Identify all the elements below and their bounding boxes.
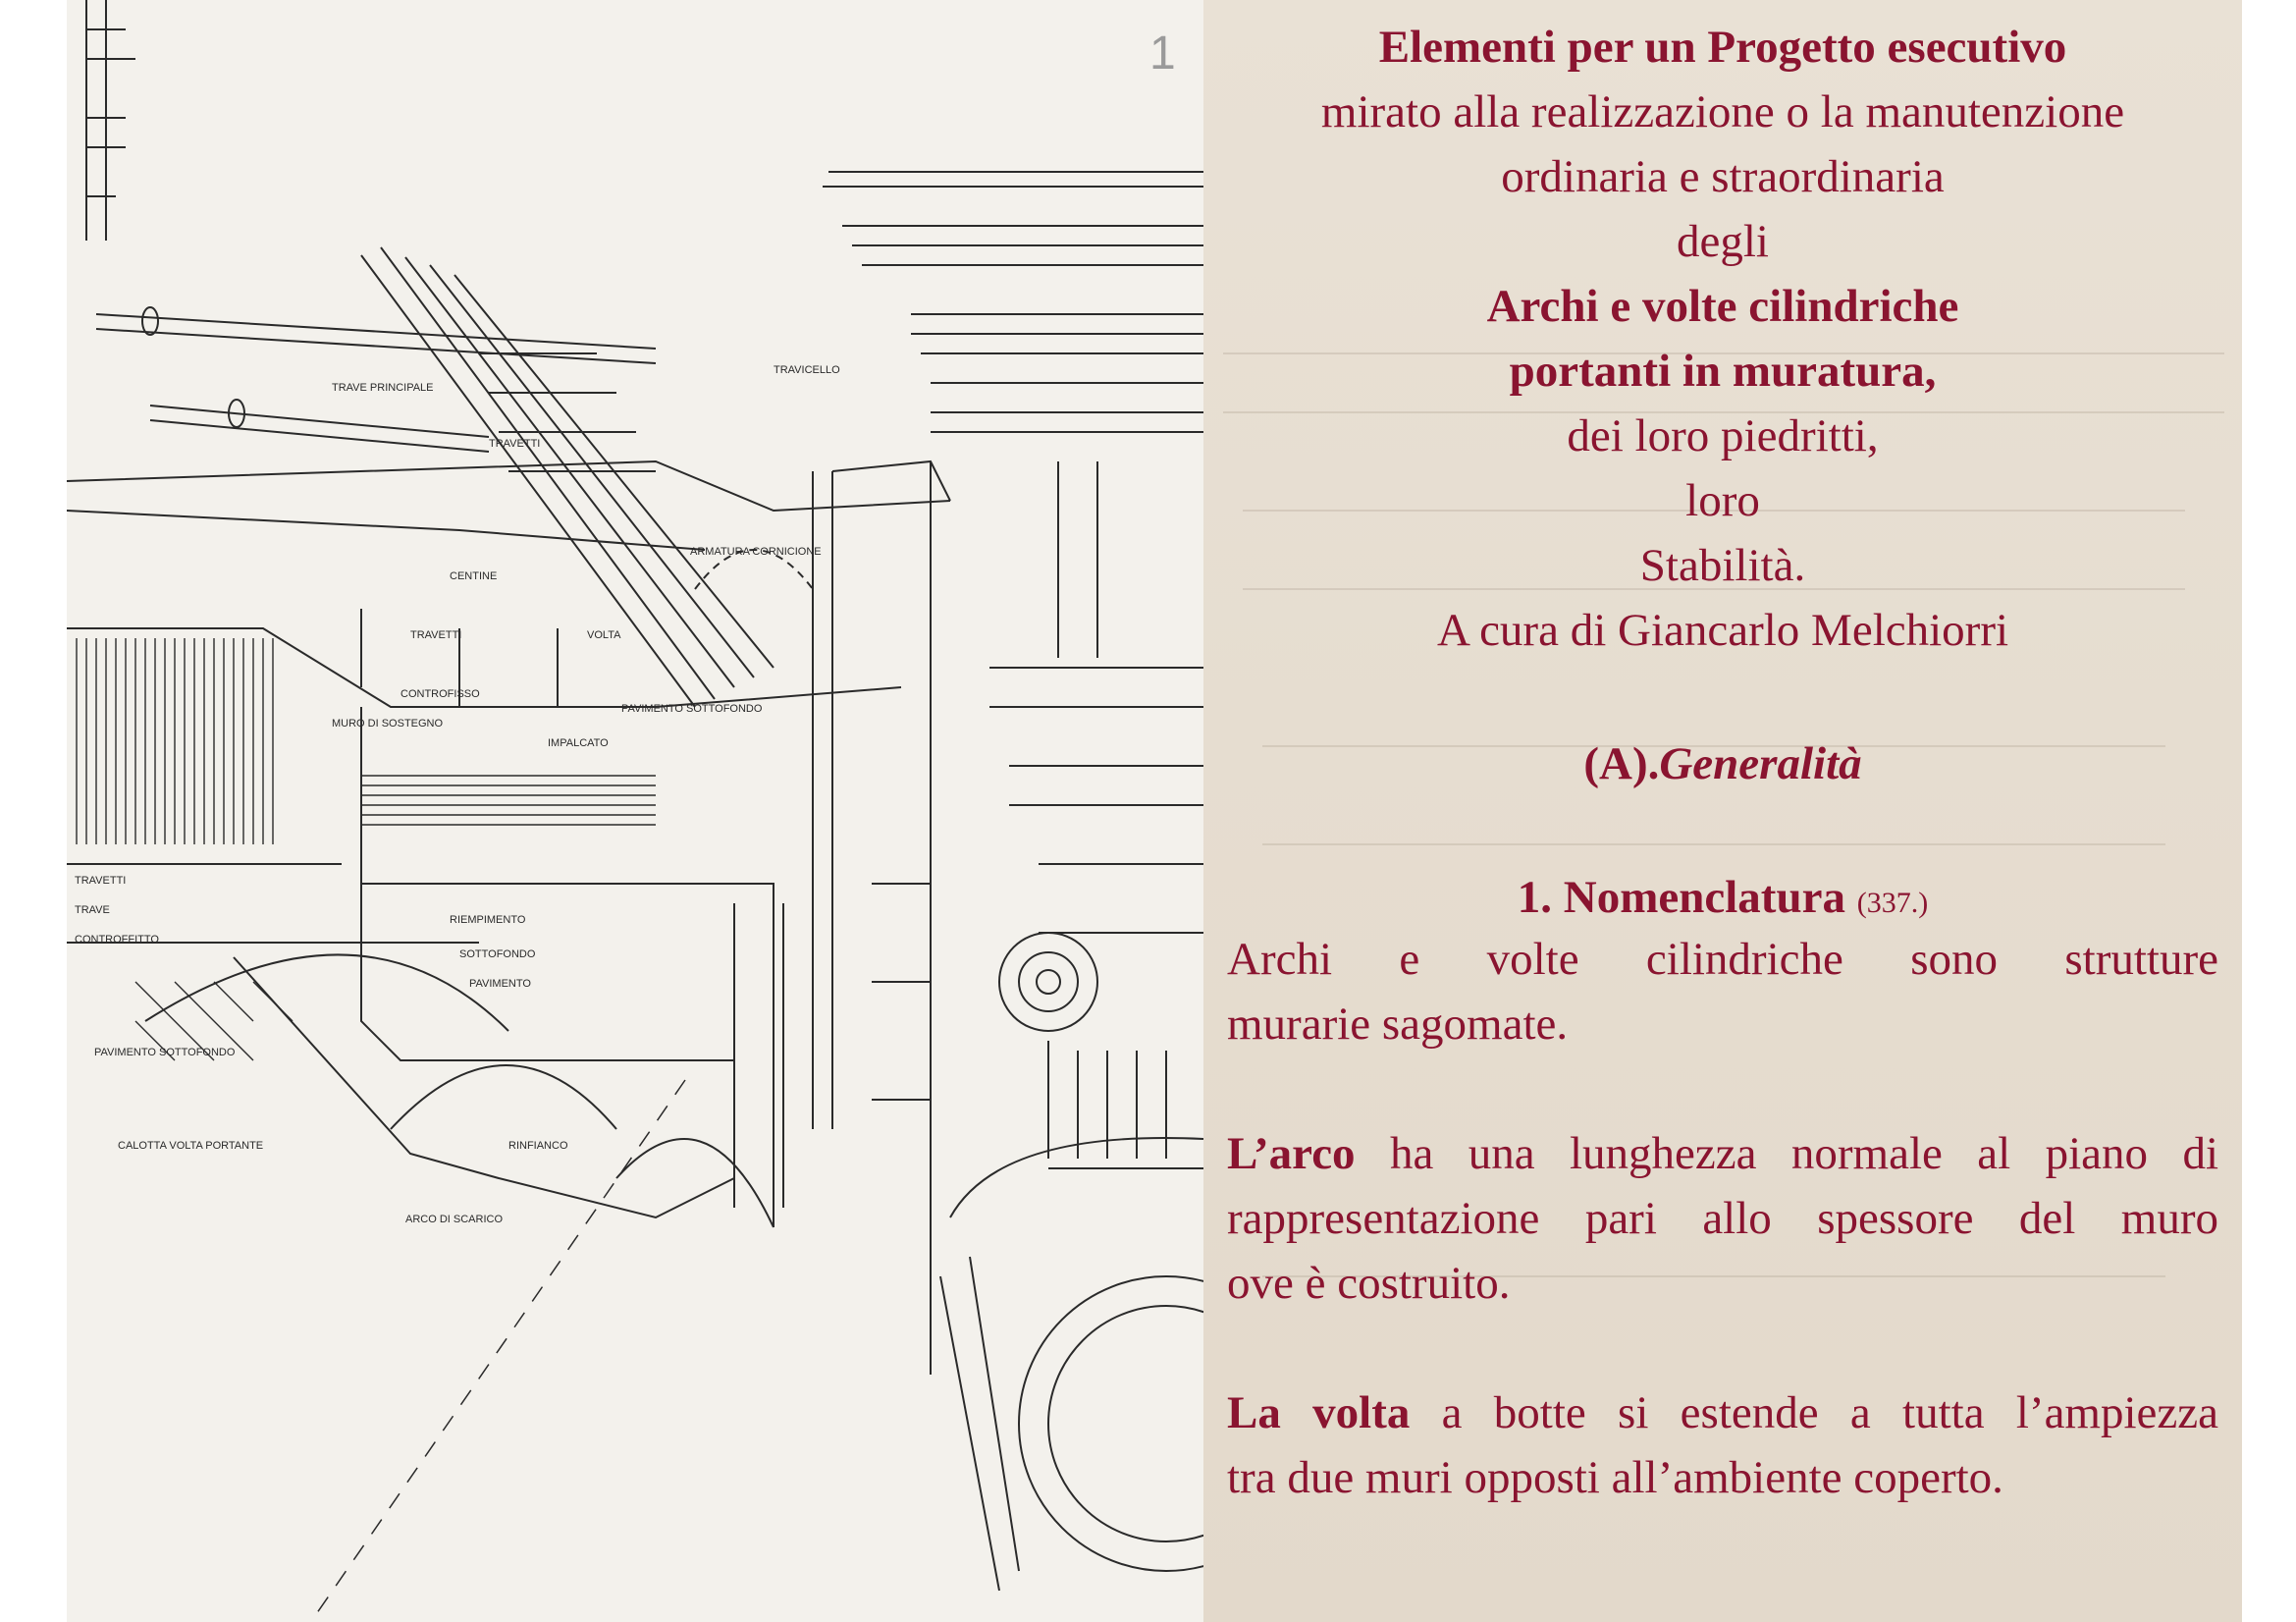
heading-line-4: degli: [1677, 216, 1769, 267]
drawing-svg: [67, 0, 1203, 1622]
label-riempimento: RIEMPIMENTO: [450, 914, 526, 926]
label-travetti-left: TRAVETTI: [75, 875, 127, 887]
label-armatura: ARMATURA CORNICIONE: [690, 546, 822, 558]
paragraph-3-line-2: tra due muri opposti all’ambiente coperto.: [1227, 1452, 2003, 1503]
label-travicello: TRAVICELLO: [774, 364, 840, 376]
subsection-ref: (337.): [1856, 887, 1929, 919]
subsection-heading: [1203, 865, 2242, 936]
section-title: Generalità: [1659, 738, 1862, 789]
column-fragment-top: [86, 0, 135, 241]
label-controfisso: CONTROFISSO: [400, 688, 480, 700]
label-trave-left: TRAVE: [75, 904, 110, 916]
subsection-title: 1. Nomenclatura: [1517, 872, 1845, 923]
heading-line-9: Stabilità.: [1639, 540, 1806, 591]
label-pavimento-low: PAVIMENTO: [469, 978, 531, 990]
heading-line-8: loro: [1685, 475, 1760, 526]
heading-line-5: Archi e volte cilindriche: [1486, 281, 1959, 332]
cornice-and-column: [823, 172, 1203, 1591]
architectural-drawing: [67, 0, 1203, 1622]
paragraph-2-line-2: rappresentazione pari allo spessore del muro: [1227, 1193, 2218, 1244]
heading-author: A cura di Giancarlo Melchiorri: [1436, 605, 2009, 656]
section-prefix: (A).: [1583, 738, 1660, 789]
hatching: [77, 638, 656, 1060]
label-trave-principale: TRAVE PRINCIPALE: [332, 382, 434, 394]
label-volta: VOLTA: [587, 629, 621, 641]
label-impalcato: IMPALCATO: [548, 737, 609, 749]
label-pavimento: PAVIMENTO SOTTOFONDO: [621, 703, 763, 715]
paragraph-3-line-1-text: a botte si estende a tutta l’ampiezza: [1410, 1387, 2218, 1438]
label-rinfianco: RINFIANCO: [508, 1140, 568, 1152]
term-arco: L’arco: [1227, 1128, 1356, 1179]
label-centine: CENTINE: [450, 570, 498, 582]
label-pavimento-sottofondo: PAVIMENTO SOTTOFONDO: [94, 1047, 236, 1058]
heading-line-1: Elementi per un Progetto esecutivo: [1378, 22, 2067, 73]
construction-line: [312, 1080, 685, 1620]
paragraph-2-line-1-text: ha una lunghezza normale al piano di: [1355, 1128, 2218, 1179]
page-mark: 1: [1149, 27, 1176, 80]
label-controffitto: CONTROFFITTO: [75, 934, 159, 946]
paragraph-2-line-3: ove è costruito.: [1227, 1258, 1511, 1309]
paragraph-1-line-2: murarie sagomate.: [1227, 999, 1569, 1050]
heading-line-7: dei loro piedritti,: [1567, 410, 1879, 461]
label-arco-di-scarico: ARCO DI SCARICO: [405, 1214, 504, 1225]
heading-line-2: mirato alla realizzazione o la manutenzione: [1320, 86, 2125, 137]
label-calotta: CALOTTA VOLTA PORTANTE: [118, 1140, 264, 1152]
paragraph-2-line-1: [1227, 1121, 2218, 1186]
paragraph-3-line-1: [1227, 1380, 2218, 1445]
text-panel: [1203, 0, 2242, 1622]
term-volta: La volta: [1227, 1387, 1411, 1438]
label-travetti-mid: TRAVETTI: [410, 629, 462, 641]
section-heading: [1203, 731, 2242, 796]
label-sottofondo: SOTTOFONDO: [459, 948, 536, 960]
heading-line-3: ordinaria e straordinaria: [1501, 151, 1945, 202]
label-muro-sostegno: MURO DI SOSTEGNO: [332, 718, 444, 730]
paragraph-1-line-1: Archi e volte cilindriche sono strutture: [1227, 934, 2218, 985]
heading-line-6: portanti in muratura,: [1509, 346, 1937, 397]
label-travetti-top: TRAVETTI: [489, 438, 541, 450]
